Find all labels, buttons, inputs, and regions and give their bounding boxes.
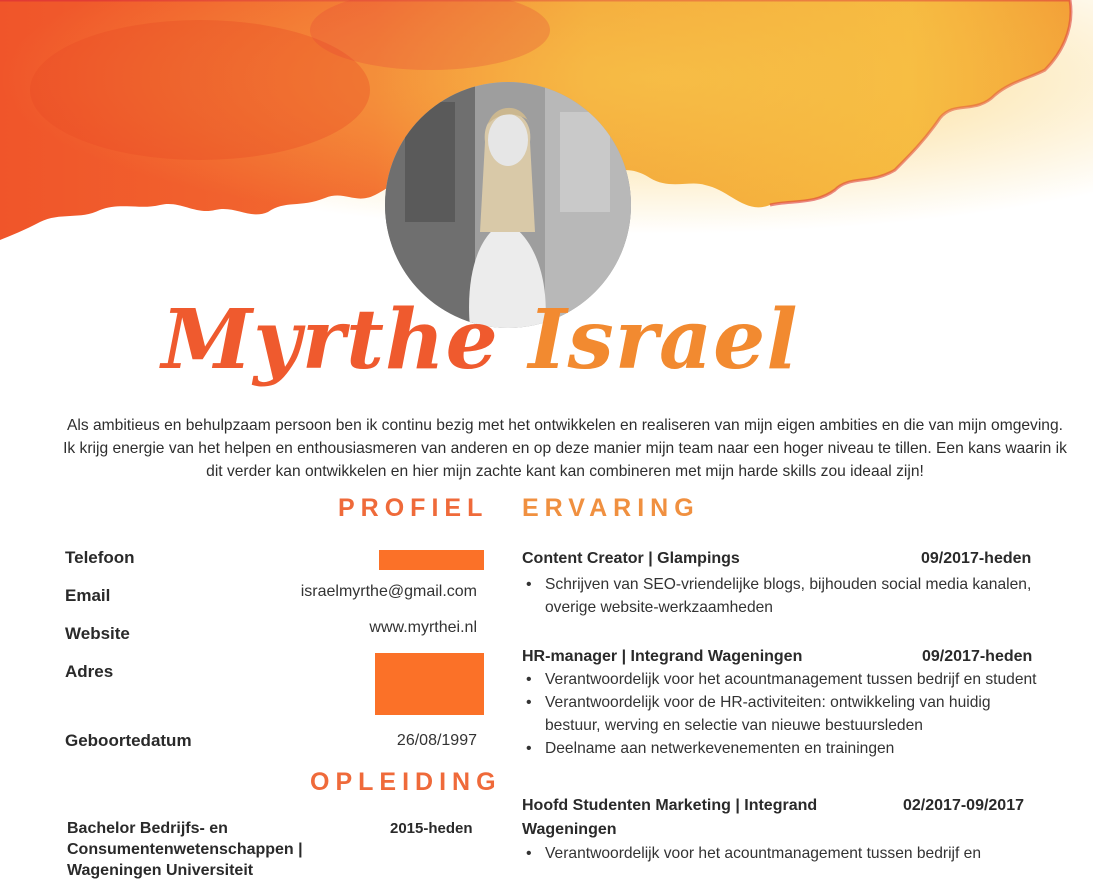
telefoon-label: Telefoon [65, 548, 135, 567]
job-date: 09/2017-heden [922, 648, 1033, 665]
adres-redacted [375, 653, 484, 715]
email-value: israelmyrthe@gmail.com [300, 583, 477, 600]
ervaring-heading: ERVARING [522, 494, 700, 522]
opleiding-heading: OPLEIDING [310, 768, 502, 796]
list-item: • Verantwoordelijk voor het acountmanagement tussen bedrijf en student [522, 668, 1042, 691]
list-item: • Schrijven van SEO-vriendelijke blogs, bijhouden social media kanalen, overige website-werkzaamheden [522, 573, 1042, 619]
job-date: 02/2017-09/2017 [903, 797, 1024, 814]
job-bullets [522, 573, 1042, 619]
profiel-heading: PROFIEL [338, 494, 489, 522]
list-item: • Verantwoordelijk voor de HR-activiteiten: ontwikkeling van huidig bestuur, werving en selectie van nieuwe bestuursleden [522, 691, 1042, 737]
telefoon-redacted [379, 550, 484, 570]
website-label: Website [65, 624, 130, 643]
first-name: Myrthe [161, 292, 499, 388]
job-title: Hoofd Studenten Marketing | Integrand Wageningen [522, 797, 818, 838]
job-title: HR-manager | Integrand Wageningen [522, 648, 803, 665]
job-title: Content Creator | Glampings [522, 550, 740, 567]
job-bullets [522, 668, 1042, 760]
list-item: • Deelname aan netwerkevenementen en trainingen [522, 737, 1042, 760]
geboortedatum-value: 26/08/1997 [396, 732, 477, 749]
website-value: www.myrthei.nl [369, 619, 477, 636]
email-label: Email [65, 586, 111, 605]
list-item: • Verantwoordelijk voor het acountmanagement tussen bedrijf en [522, 842, 1042, 865]
last-name: Israel [528, 292, 799, 388]
job-date: 09/2017-heden [921, 550, 1032, 567]
intro-paragraph: Als ambitieus en behulpzaam persoon ben ik continu bezig met het ontwikkelen en realiseren van mijn eigen ambities en die van mijn omgeving. Ik krijg energie van het helpen en enthousiasmeren van anderen en op deze manier mijn team naar een hoger niveau te tillen. Een kans waarin ik dit verder kan ontwikkelen en hier mijn zachte kant kan combineren met mijn harde skills zou ideaal zijn! [63, 417, 1067, 480]
education-title: Bachelor Bedrijfs- en Consumentenwetenschappen | Wageningen Universiteit [67, 820, 303, 879]
job-bullets [522, 842, 1042, 865]
education-date: 2015-heden [390, 820, 473, 837]
adres-label: Adres [65, 662, 114, 681]
geboortedatum-label: Geboortedatum [65, 731, 192, 750]
candidate-name [0, 290, 960, 390]
